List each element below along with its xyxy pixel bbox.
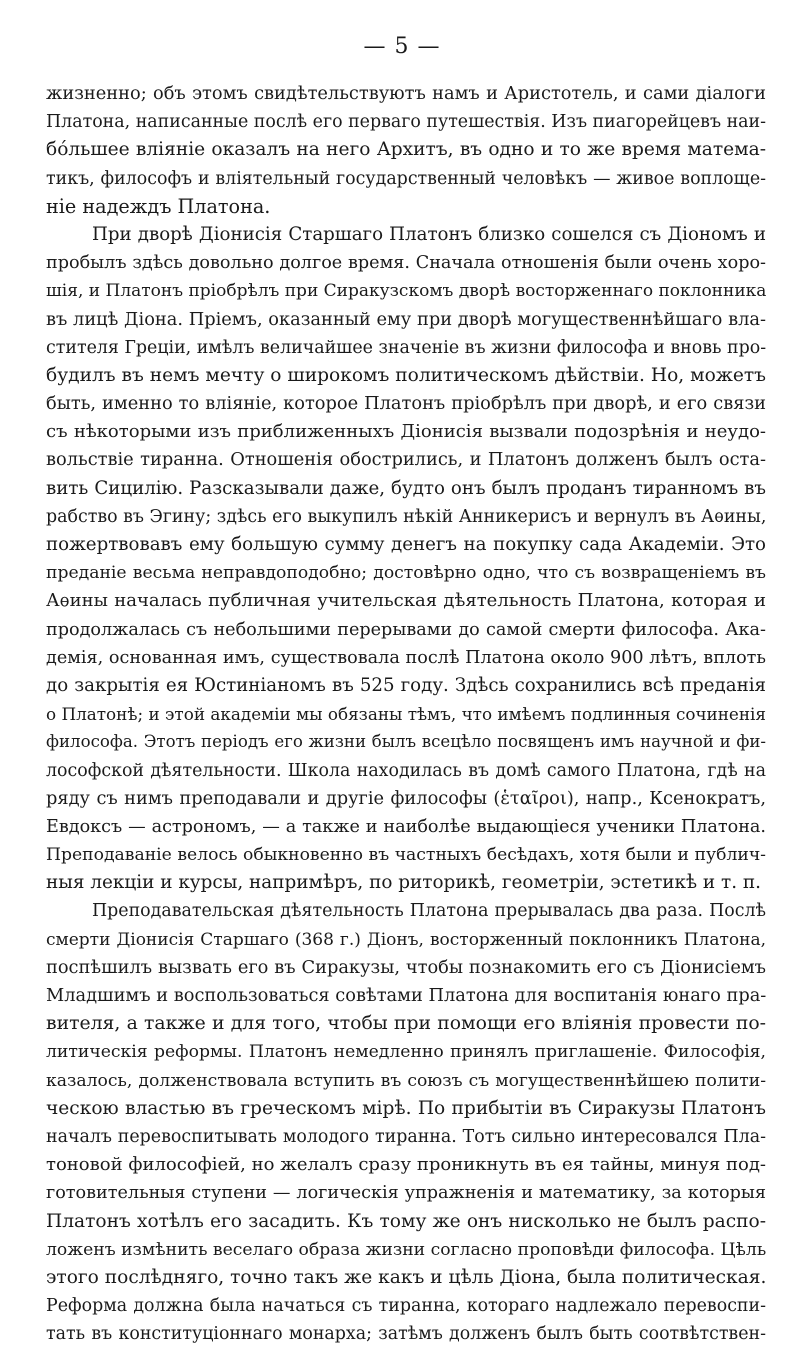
text-line: лософской дѣятельности. Школа находилась въ домѣ самого Платона, гдѣ на [46, 760, 766, 781]
text-line: смерти Діонисія Старшаго (368 г.) Діонъ, восторженный поклонникъ Платона, [46, 929, 766, 950]
body-text [46, 80, 766, 1348]
text-line: жизненно; объ этомъ свидѣтельствуютъ намъ и Аристотель, и сами діалоги [46, 83, 766, 104]
text-line: Младшимъ и воспользоваться совѣтами Платона для воспитанія юнаго пра- [46, 985, 766, 1006]
text-line: ніе надеждъ Платона. [46, 194, 271, 218]
text-line: о Платонѣ; и этой академіи мы обязаны тѣмъ, что имѣемъ подлинныя сочиненія [46, 704, 766, 725]
text-line: съ нѣкоторыми изъ приближенныхъ Діонисія вызвали подозрѣнія и неудо- [46, 421, 766, 443]
text-line: При дворѣ Діонисія Старшаго Платонъ близко сошелся съ Діономъ и [92, 223, 766, 245]
text-line: будилъ въ немъ мечту о широкомъ политическомъ дѣйствіи. Но, можетъ [46, 364, 766, 386]
text-line: литическія реформы. Платонъ немедленно принялъ приглашеніе. Философія, [46, 1042, 766, 1063]
text-line: въ лицѣ Діона. Пріемъ, оказанный ему при дворѣ могущественнѣйшаго вла- [46, 308, 766, 330]
text-line: вителя, а также и для того, чтобы при помощи его вліянія провести по- [46, 1013, 766, 1035]
text-line: тоновой философіей, но желалъ сразу проникнуть въ ея тайны, минуя под- [46, 1154, 766, 1176]
text-line: поспѣшилъ вызвать его въ Сиракузы, чтобы познакомить его съ Діонисіемъ [46, 956, 766, 978]
text-line: пожертвовавъ ему большую сумму денегъ на покупку сада Академіи. Это [46, 534, 766, 555]
text-line: рабство въ Эгину; здѣсь его выкупилъ нѣкій Анникерисъ и вернулъ въ Аѳины, [46, 506, 766, 527]
text-line: ряду съ нимъ преподавали и другіе философы (ἑταῖροι), напр., Ксенократъ, [46, 787, 766, 809]
text-line: философа. Этотъ періодъ его жизни былъ всецѣло посвященъ имъ научной и фи- [46, 732, 766, 752]
text-line: началъ перевоспитывать молодого тиранна. Тотъ сильно интересовался Пла- [46, 1126, 766, 1147]
text-line: Платона, написанные послѣ его перваго путешествія. Изъ пиагорейцевъ наи- [46, 112, 766, 133]
text-line: казалось, долженствовала вступить въ союзъ съ могущественнѣйшею полити- [46, 1070, 766, 1091]
text-line: Аѳины началась публичная учительская дѣятельность Платона, которая и [46, 590, 766, 612]
text-line: стителя Греціи, имѣлъ величайшее значеніе въ жизни философа и вновь про- [46, 337, 766, 358]
text-line: тикъ, философъ и вліятельный государственный человѣкъ — живое воплоще- [46, 168, 766, 189]
text-line: Евдоксъ — астрономъ, — а также и наиболѣе выдающіеся ученики Платона. [46, 816, 766, 837]
text-line: этого послѣдняго, точно такъ же какъ и цѣль Діона, была политическая. [46, 1266, 766, 1288]
paragraph [46, 897, 766, 1348]
text-line: тать въ конституціоннаго монарха; затѣмъ долженъ былъ быть соотвѣтствен- [46, 1324, 766, 1345]
text-line: продолжалась съ небольшими перерывами до самой смерти философа. Ака- [46, 619, 766, 640]
text-line: до закрытія ея Юстиніаномъ въ 525 году. Здѣсь сохранились всѣ преданія [46, 674, 766, 696]
text-line: готовительныя ступени — логическія упражненія и математику, за которыя [46, 1183, 766, 1204]
text-line: демія, основанная имъ, существовала послѣ Платона около 900 лѣтъ, вплоть [46, 647, 766, 668]
text-line: бóльшее вліяніе оказалъ на него Архитъ, въ одно и то же время матема- [46, 139, 766, 161]
paragraph [46, 80, 766, 221]
paragraph [46, 221, 766, 898]
text-line: вольствіе тиранна. Отношенія обострились, и Платонъ долженъ былъ оста- [46, 449, 766, 471]
text-line: шія, и Платонъ пріобрѣлъ при Сиракузскомъ дворѣ восторженнаго поклонника [46, 281, 766, 302]
text-line: ческою властью въ греческомъ мірѣ. По прибытіи въ Сиракузы Платонъ [46, 1097, 766, 1119]
text-line: ныя лекціи и курсы, напримѣръ, по риторикѣ, геометріи, эстетикѣ и т. п. [46, 872, 762, 894]
text-line: Преподавательская дѣятельность Платона прерывалась два раза. Послѣ [92, 901, 766, 922]
text-line: Преподаваніе велось обыкновенно въ частныхъ бесѣдахъ, хотя были и публич- [46, 845, 766, 866]
text-line: ложенъ измѣнить веселаго образа жизни согласно проповѣди философа. Цѣль [46, 1239, 766, 1260]
text-line: пробылъ здѣсь довольно долгое время. Сначала отношенія были очень хоро- [46, 253, 766, 274]
text-line: преданіе весьма неправдоподобно; достовѣрно одно, что съ возвращеніемъ въ [46, 563, 766, 584]
text-line: Платонъ хотѣлъ его засадить. Къ тому же онъ нисколько не былъ распо- [46, 1210, 766, 1232]
text-line: вить Сицилію. Разсказывали даже, будто онъ былъ проданъ тиранномъ въ [46, 477, 766, 499]
text-line: быть, именно то вліяніе, которое Платонъ пріобрѣлъ при дворѣ, и его связи [46, 393, 766, 415]
text-line: Реформа должна была начаться съ тиранна, котораго надлежало перевоспи- [46, 1296, 766, 1317]
page-number: — 5 — [363, 34, 441, 59]
